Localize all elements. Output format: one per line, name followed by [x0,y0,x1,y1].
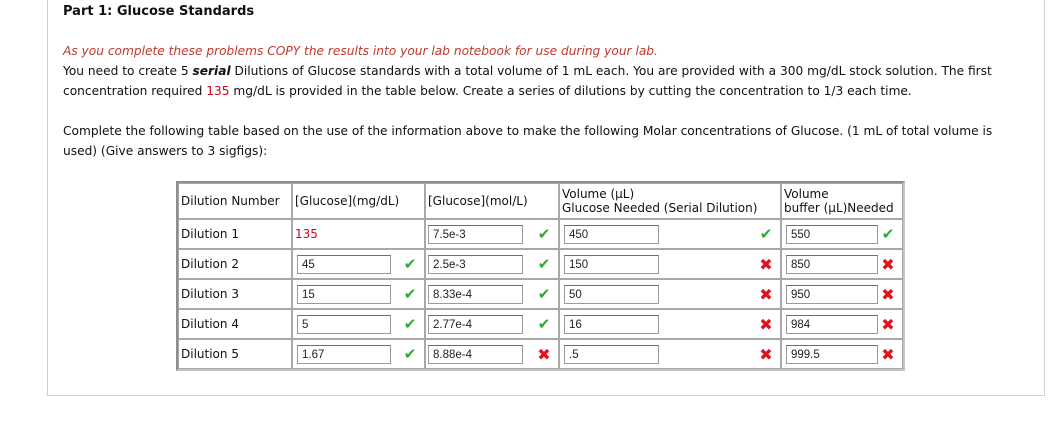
glucose-mgdl-input[interactable]: 15 [297,285,391,304]
volume-buffer-input[interactable]: 550 [786,225,878,244]
dilution-label: Dilution 2 [178,249,292,279]
table-row [178,279,903,309]
glucose-moll-cell [425,219,559,249]
dilution-label: Dilution 5 [178,339,292,369]
header-volume-glucose-line1: Volume (μL) [562,187,635,201]
table-header-row [178,183,903,219]
dilution-label: Dilution 1 [178,219,292,249]
glucose-mgdl-cell [292,279,425,309]
glucose-moll-input[interactable]: 8.88e-4 [428,345,523,364]
checkmark-icon: ✔ [537,284,551,303]
volume-glucose-cell [559,249,781,279]
volume-buffer-cell [781,249,903,279]
table-row [178,339,903,369]
checkmark-icon: ✔ [537,314,551,333]
intro-text-1: You need to create 5 [63,64,193,78]
dilution-label: Dilution 3 [178,279,292,309]
volume-glucose-cell [559,279,781,309]
cross-icon: ✖ [759,284,773,304]
glucose-moll-input[interactable]: 7.5e-3 [428,225,523,244]
volume-buffer-cell [781,309,903,339]
intro-emphasis: serial [192,64,231,78]
volume-glucose-cell [559,219,781,249]
volume-glucose-input[interactable]: 450 [564,225,659,244]
table-row [178,219,903,249]
cross-icon: ✖ [759,254,773,274]
glucose-mgdl-input[interactable]: 5 [297,315,391,334]
checkmark-icon: ✔ [881,224,895,243]
volume-glucose-input[interactable]: 16 [564,315,659,334]
cross-icon: ✖ [759,344,773,364]
checkmark-icon: ✔ [403,254,417,273]
cross-icon: ✖ [881,344,895,364]
volume-glucose-cell [559,309,781,339]
header-volume-buffer-line2: buffer (μL)Needed [784,201,894,215]
header-volume-buffer-line1: Volume [784,187,829,201]
dilution-table [176,181,905,371]
glucose-moll-cell [425,279,559,309]
given-concentration: 135 [295,227,318,241]
volume-buffer-input[interactable]: 984 [786,315,878,334]
intro-text-2: Dilutions of Glucose standards with a total volume of 1 mL each. You are provided with a 300 mg/dL stock solution. The first concentration required [63,64,992,98]
glucose-mgdl-cell [292,309,425,339]
glucose-moll-input[interactable]: 8.33e-4 [428,285,523,304]
volume-buffer-cell [781,279,903,309]
header-glucose-moll: [Glucose](mol/L) [425,183,559,219]
table-row [178,309,903,339]
header-glucose-mgdl: [Glucose](mg/dL) [292,183,425,219]
section-title: Part 1: Glucose Standards [63,4,255,19]
glucose-mgdl-cell [292,339,425,369]
table-row [178,249,903,279]
glucose-mgdl-input[interactable]: 1.67 [297,345,391,364]
glucose-mgdl-cell [292,249,425,279]
volume-buffer-cell [781,219,903,249]
header-volume-glucose [559,183,781,219]
checkmark-icon: ✔ [403,284,417,303]
instruction-notice: As you complete these problems COPY the results into your lab notebook for use during your lab. [63,44,658,58]
glucose-moll-input[interactable]: 2.77e-4 [428,315,523,334]
checkmark-icon: ✔ [403,344,417,363]
volume-buffer-input[interactable]: 850 [786,255,878,274]
volume-buffer-input[interactable]: 999.5 [786,345,878,364]
glucose-moll-cell [425,339,559,369]
volume-buffer-input[interactable]: 950 [786,285,878,304]
task-paragraph: Complete the following table based on the use of the information above to make the following Molar concentrations of Glucose. (1 mL of total volume is used) (Give answers to 3 sigfigs): [63,124,993,158]
checkmark-icon: ✔ [537,224,551,243]
volume-glucose-input[interactable]: 50 [564,285,659,304]
cross-icon: ✖ [881,284,895,304]
cross-icon: ✖ [881,254,895,274]
volume-buffer-cell [781,339,903,369]
dilution-label: Dilution 4 [178,309,292,339]
volume-glucose-input[interactable]: .5 [564,345,659,364]
header-volume-buffer [781,183,903,219]
cross-icon: ✖ [537,344,551,364]
intro-first-concentration: 135 [206,84,230,98]
cross-icon: ✖ [881,314,895,334]
glucose-mgdl-input[interactable]: 45 [297,255,391,274]
intro-paragraph [63,61,1023,101]
header-volume-glucose-line2: Glucose Needed (Serial Dilution) [562,201,758,215]
cross-icon: ✖ [759,314,773,334]
checkmark-icon: ✔ [537,254,551,273]
glucose-moll-input[interactable]: 2.5e-3 [428,255,523,274]
glucose-moll-cell [425,249,559,279]
checkmark-icon: ✔ [759,224,773,243]
volume-glucose-input[interactable]: 150 [564,255,659,274]
glucose-mgdl-cell [292,219,425,249]
intro-text-3: mg/dL is provided in the table below. Create a series of dilutions by cutting the concentration to 1/3 each time. [229,84,912,98]
volume-glucose-cell [559,339,781,369]
header-dilution-number: Dilution Number [178,183,292,219]
glucose-moll-cell [425,309,559,339]
checkmark-icon: ✔ [403,314,417,333]
